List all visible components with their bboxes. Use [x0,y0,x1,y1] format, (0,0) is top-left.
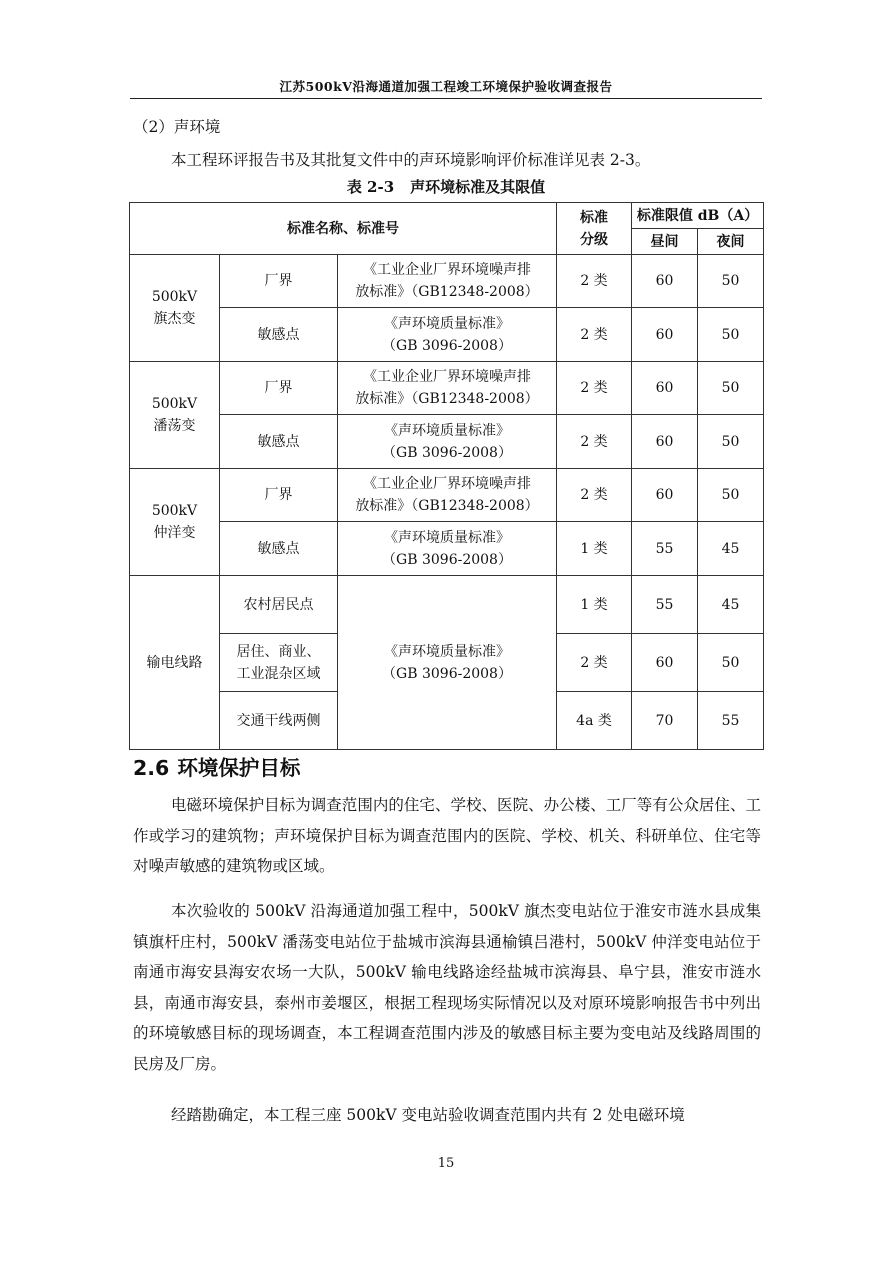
section-title: 环境保护目标 [177,756,301,780]
standard-cell [338,415,557,469]
night-limit-cell: 50 [698,469,764,522]
grade-cell: 2 类 [557,255,632,308]
header-day: 昼间 [632,229,698,255]
table-row [130,469,764,522]
grade-cell: 2 类 [557,415,632,469]
area-cell [220,634,338,692]
site-line1: 500kV [151,396,198,412]
day-limit-cell: 70 [632,692,698,750]
standard-line2: 放标准》（GB12348-2008） [355,391,539,407]
area-line1: 农村居民点 [243,596,314,613]
subheading-sound-environment: （2）声环境 [133,118,221,136]
table-row [130,255,764,308]
site-line2: 潘荡变 [153,418,196,434]
area-line1: 交通干线两侧 [236,712,321,729]
standard-line1: 《工业企业厂界环境噪声排 [363,262,531,278]
standard-cell [338,255,557,308]
area-cell: 敏感点 [220,308,338,362]
standard-line1: 《声环境质量标准》 [384,315,510,332]
standard-cell [338,469,557,522]
standard-line2: （GB 3096-2008） [382,665,512,682]
area-line2: 工业混杂区域 [236,665,321,682]
paragraph-survey-result: 经踏勘确定，本工程三座 500kV 变电站验收调查范围内共有 2 处电磁环境 [171,1106,685,1124]
table-row [130,415,764,469]
standard-line2: （GB 3096-2008） [382,337,512,354]
site-line1: 500kV [151,503,198,519]
standard-cell [338,362,557,415]
table-caption [130,176,762,197]
noise-standards-table [129,202,764,750]
header-grade-line2: 分级 [580,231,609,248]
site-line2: 仲洋变 [153,525,196,541]
grade-cell: 1 类 [557,522,632,576]
standard-cell [338,522,557,576]
site-cell-transmission-line: 输电线路 [130,576,220,750]
day-limit-cell: 60 [632,255,698,308]
standard-line2: 放标准》（GB12348-2008） [355,284,539,300]
site-cell [130,469,220,576]
day-limit-cell: 60 [632,634,698,692]
intro-paragraph: 本工程环评报告书及其批复文件中的声环境影响评价标准详见表 2-3。 [171,151,651,169]
grade-cell: 2 类 [557,308,632,362]
day-limit-cell: 60 [632,469,698,522]
section-heading [133,752,300,784]
section-number: 2.6 [133,756,170,780]
page-number: 15 [437,1156,455,1171]
standard-line1: 《工业企业厂界环境噪声排 [363,369,531,385]
site-cell [130,362,220,469]
area-cell: 厂界 [220,255,338,308]
standard-line2: （GB 3096-2008） [382,551,512,568]
night-limit-cell: 55 [698,692,764,750]
header-rule [130,98,762,99]
day-limit-cell: 60 [632,415,698,469]
grade-cell: 2 类 [557,634,632,692]
day-limit-cell: 60 [632,308,698,362]
header-night: 夜间 [698,229,764,255]
night-limit-cell: 50 [698,415,764,469]
table-row [130,308,764,362]
area-line1: 居住、商业、 [236,643,321,660]
standard-cell [338,308,557,362]
table-header-row [130,203,764,229]
area-cell: 厂界 [220,362,338,415]
standard-line2: 放标准》（GB12348-2008） [355,498,539,514]
standard-line1: 《工业企业厂界环境噪声排 [363,476,531,492]
night-limit-cell: 50 [698,634,764,692]
area-cell: 敏感点 [220,522,338,576]
running-header: 江苏500kV沿海通道加强工程竣工环境保护验收调查报告 [279,79,613,94]
table-row [130,362,764,415]
header-limit: 标准限值 dB（A） [632,203,764,229]
grade-cell: 4a 类 [557,692,632,750]
header-grade-line1: 标准 [580,209,609,226]
grade-cell: 2 类 [557,469,632,522]
night-limit-cell: 45 [698,576,764,634]
standard-cell [338,576,557,750]
night-limit-cell: 50 [698,308,764,362]
day-limit-cell: 55 [632,522,698,576]
area-cell [220,692,338,750]
standard-line1: 《声环境质量标准》 [384,422,510,439]
standard-line1: 《声环境质量标准》 [384,529,510,546]
standard-line2: （GB 3096-2008） [382,444,512,461]
night-limit-cell: 50 [698,255,764,308]
grade-cell: 1 类 [557,576,632,634]
area-cell: 敏感点 [220,415,338,469]
paragraph-project-sites: 本次验收的 500kV 沿海通道加强工程中，500kV 旗杰变电站位于淮安市涟水县成集镇旗杆庄村，500kV 潘荡变电站位于盐城市滨海县通榆镇吕港村，500kV 仲洋变电站位于南通市海安县海安农场一大队，500kV 输电线路途经盐城市滨海县、阜宁县，淮安市涟水县，南通市海安县，泰州市姜堰区，根据工程现场实际情况以及对原环境影响报告书中列出的环境敏感目标的现场调查，本工程调查范围内涉及的敏感目标主要为变电站及线路周围的民房及厂房。 [133,902,761,1073]
site-line2: 旗杰变 [153,311,196,327]
header-standard-name: 标准名称、标准号 [130,203,557,255]
area-cell: 厂界 [220,469,338,522]
night-limit-cell: 45 [698,522,764,576]
area-cell [220,576,338,634]
grade-cell: 2 类 [557,362,632,415]
day-limit-cell: 55 [632,576,698,634]
site-line1: 500kV [151,289,198,305]
night-limit-cell: 50 [698,362,764,415]
standard-line1: 《声环境质量标准》 [384,643,510,660]
table-row [130,576,764,634]
site-cell [130,255,220,362]
day-limit-cell: 60 [632,362,698,415]
paragraph-protection-targets: 电磁环境保护目标为调查范围内的住宅、学校、医院、办公楼、工厂等有公众居住、工作或学习的建筑物；声环境保护目标为调查范围内的医院、学校、机关、科研单位、住宅等对噪声敏感的建筑物或区域。 [133,796,761,875]
table-row [130,522,764,576]
header-grade [557,203,632,255]
table-caption-title: 声环境标准及其限值 [410,178,546,196]
table-caption-number: 表 2-3 [346,178,395,196]
